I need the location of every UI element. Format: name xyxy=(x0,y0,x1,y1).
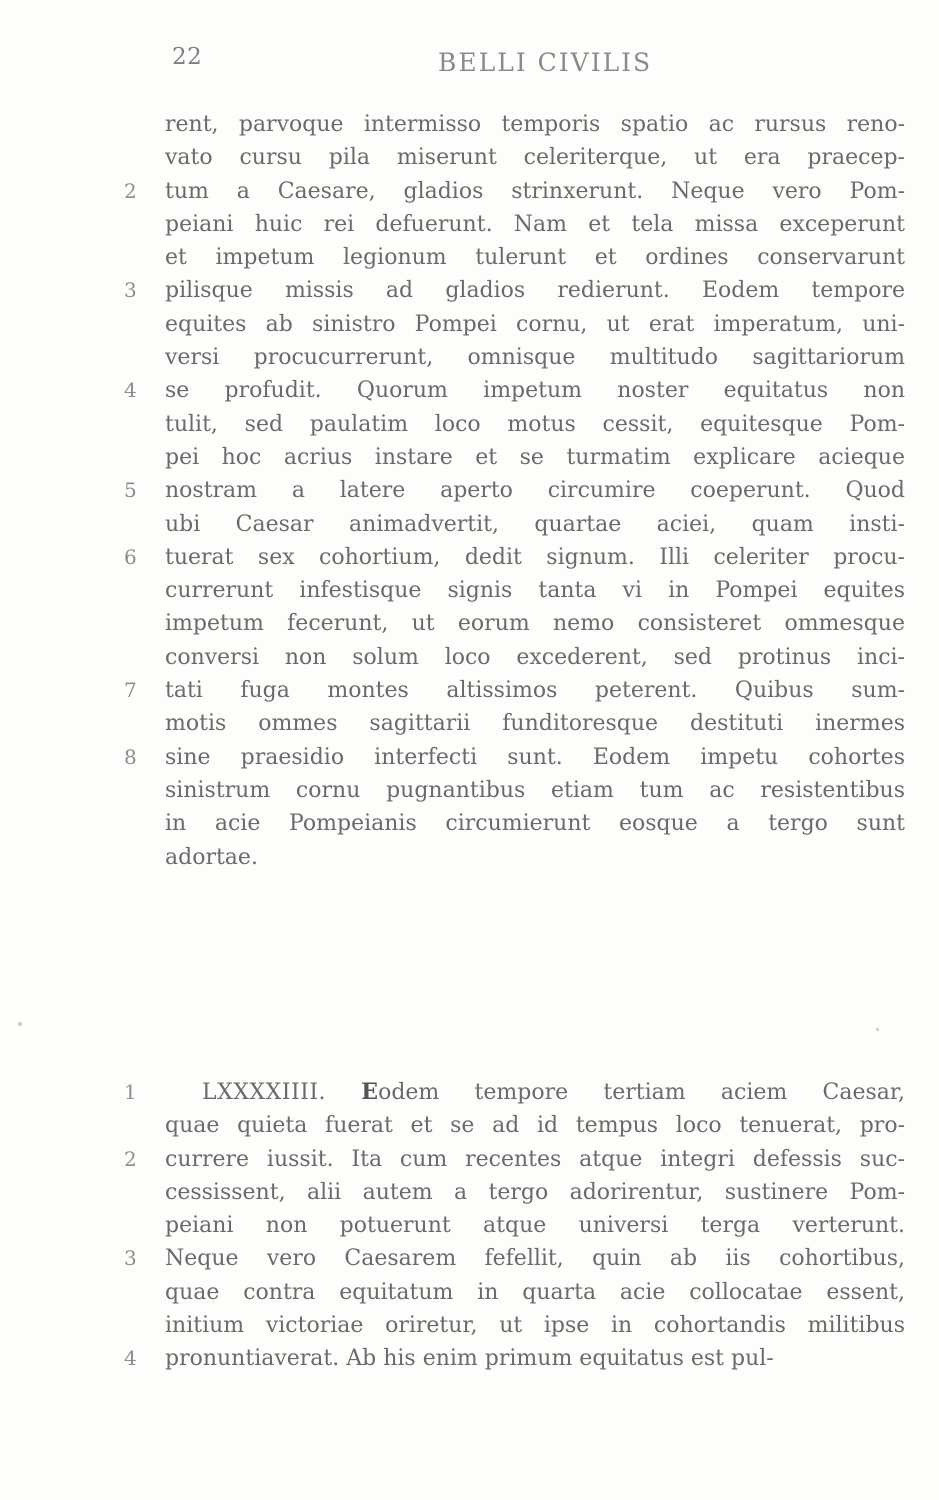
line-text: peiani huic rei defuerunt. Nam et tela missa exceperunt xyxy=(165,211,905,237)
line-text: impetum fecerunt, ut eorum nemo consisteret ommesque xyxy=(165,611,905,637)
line-text: Neque vero Caesarem fefellit, quin ab iis cohortibus, xyxy=(165,1246,905,1272)
margin-section-number: 4 xyxy=(124,1346,137,1371)
text-line xyxy=(0,1209,939,1242)
text-line xyxy=(0,1242,939,1275)
running-title: BELLI CIVILIS xyxy=(438,48,653,77)
text-line xyxy=(0,541,939,574)
line-text: quae quieta fuerat et se ad id tempus loco tenuerat, pro- xyxy=(165,1113,905,1139)
text-line xyxy=(0,1342,939,1375)
text-line xyxy=(0,341,939,374)
line-text: se profudit. Quorum impetum noster equitatus non xyxy=(165,378,905,404)
margin-section-number: 5 xyxy=(124,478,137,503)
text-line xyxy=(0,208,939,241)
line-text: in acie Pompeianis circumierunt eosque a tergo sunt xyxy=(165,811,905,837)
line-text: tati fuga montes altissimos peterent. Quibus sum- xyxy=(165,678,905,704)
margin-section-number: 8 xyxy=(124,744,137,769)
margin-section-number: 3 xyxy=(124,278,137,303)
line-text: versi procucurrerunt, omnisque multitudo sagittariorum xyxy=(165,345,905,371)
line-text: pronuntiaverat. Ab his enim primum equitatus est pul- xyxy=(165,1346,774,1372)
text-line xyxy=(0,108,939,141)
line-text: conversi non solum loco excederent, sed protinus inci- xyxy=(165,644,905,670)
text-line xyxy=(0,841,939,874)
text-line xyxy=(0,1276,939,1309)
line-text: cessissent, alii autem a tergo adorirentur, sustinere Pom- xyxy=(165,1179,905,1205)
text-line xyxy=(0,374,939,407)
line-text: currere iussit. Ita cum recentes atque integri defessis suc- xyxy=(165,1146,905,1172)
margin-section-number: 7 xyxy=(124,678,137,703)
chapter-first-line-text xyxy=(202,1076,905,1109)
text-line xyxy=(0,1176,939,1209)
text-line xyxy=(0,508,939,541)
text-line xyxy=(0,807,939,840)
line-text: initium victoriae oriretur, ut ipse in cohortandis militibus xyxy=(165,1313,905,1339)
line-text: tum a Caesare, gladios strinxerunt. Neque vero Pom- xyxy=(165,178,905,204)
page-number: 22 xyxy=(172,44,203,70)
text-line xyxy=(0,241,939,274)
paper-speck xyxy=(18,1022,22,1026)
line-text: pei hoc acrius instare et se turmatim explicare acieque xyxy=(165,444,905,470)
text-line xyxy=(0,441,939,474)
section-one-text xyxy=(0,108,939,874)
text-line xyxy=(0,674,939,707)
line-text: et impetum legionum tulerunt et ordines conservarunt xyxy=(165,245,905,271)
margin-section-number: 2 xyxy=(124,178,137,203)
line-text: adortae. xyxy=(165,844,258,870)
text-line xyxy=(0,707,939,740)
line-text: rent, parvoque intermisso temporis spatio ac rursus reno- xyxy=(165,112,905,137)
paper-speck xyxy=(876,1028,879,1031)
text-line xyxy=(0,1309,939,1342)
line-text: vato cursu pila miserunt celeriterque, ut era praecep- xyxy=(165,145,905,171)
text-line xyxy=(0,274,939,307)
text-line xyxy=(0,774,939,807)
page-header xyxy=(0,44,939,84)
text-line xyxy=(0,574,939,607)
text-line xyxy=(0,1143,939,1176)
chapter-initial: E xyxy=(361,1079,379,1105)
line-text: pilisque missis ad gladios redierunt. Eodem tempore xyxy=(165,278,905,304)
chapter-number: LXXXXIIII. xyxy=(202,1080,327,1105)
line-text: sine praesidio interfecti sunt. Eodem impetu cohortes xyxy=(165,744,905,770)
text-line xyxy=(0,607,939,640)
text-line xyxy=(0,741,939,774)
margin-section-number: 1 xyxy=(124,1080,137,1104)
margin-section-number: 4 xyxy=(124,378,137,403)
line-text: ubi Caesar animadvertit, quartae aciei, quam insti- xyxy=(165,511,905,537)
line-text: peiani non potuerunt atque universi terga verterunt. xyxy=(165,1213,905,1239)
section-two-text xyxy=(0,1076,939,1376)
line-text: nostram a latere aperto circumire coeperunt. Quod xyxy=(165,478,905,504)
margin-section-number: 2 xyxy=(124,1146,137,1171)
line-text: quae contra equitatum in quarta acie collocatae essent, xyxy=(165,1279,905,1305)
text-line xyxy=(0,1109,939,1142)
line-text: sinistrum cornu pugnantibus etiam tum ac resistentibus xyxy=(165,777,905,803)
text-line xyxy=(0,175,939,208)
text-line xyxy=(0,474,939,507)
text-line xyxy=(0,141,939,174)
text-line xyxy=(0,408,939,441)
margin-section-number: 3 xyxy=(124,1246,137,1271)
text-line xyxy=(0,641,939,674)
line-text: currerunt infestisque signis tanta vi in Pompei equites xyxy=(165,578,905,604)
chapter-opening-line xyxy=(0,1076,939,1109)
margin-section-number: 6 xyxy=(124,544,137,569)
line-text: tulit, sed paulatim loco motus cessit, equitesque Pom- xyxy=(165,411,905,437)
line-text: motis ommes sagittarii funditoresque destituti inermes xyxy=(165,711,905,737)
line-text: equites ab sinistro Pompei cornu, ut erat imperatum, uni- xyxy=(165,311,905,337)
chapter-first-line-rest: odem tempore tertiam aciem Caesar, xyxy=(378,1080,905,1105)
text-line xyxy=(0,308,939,341)
line-text: tuerat sex cohortium, dedit signum. Illi celeriter procu- xyxy=(165,544,905,570)
